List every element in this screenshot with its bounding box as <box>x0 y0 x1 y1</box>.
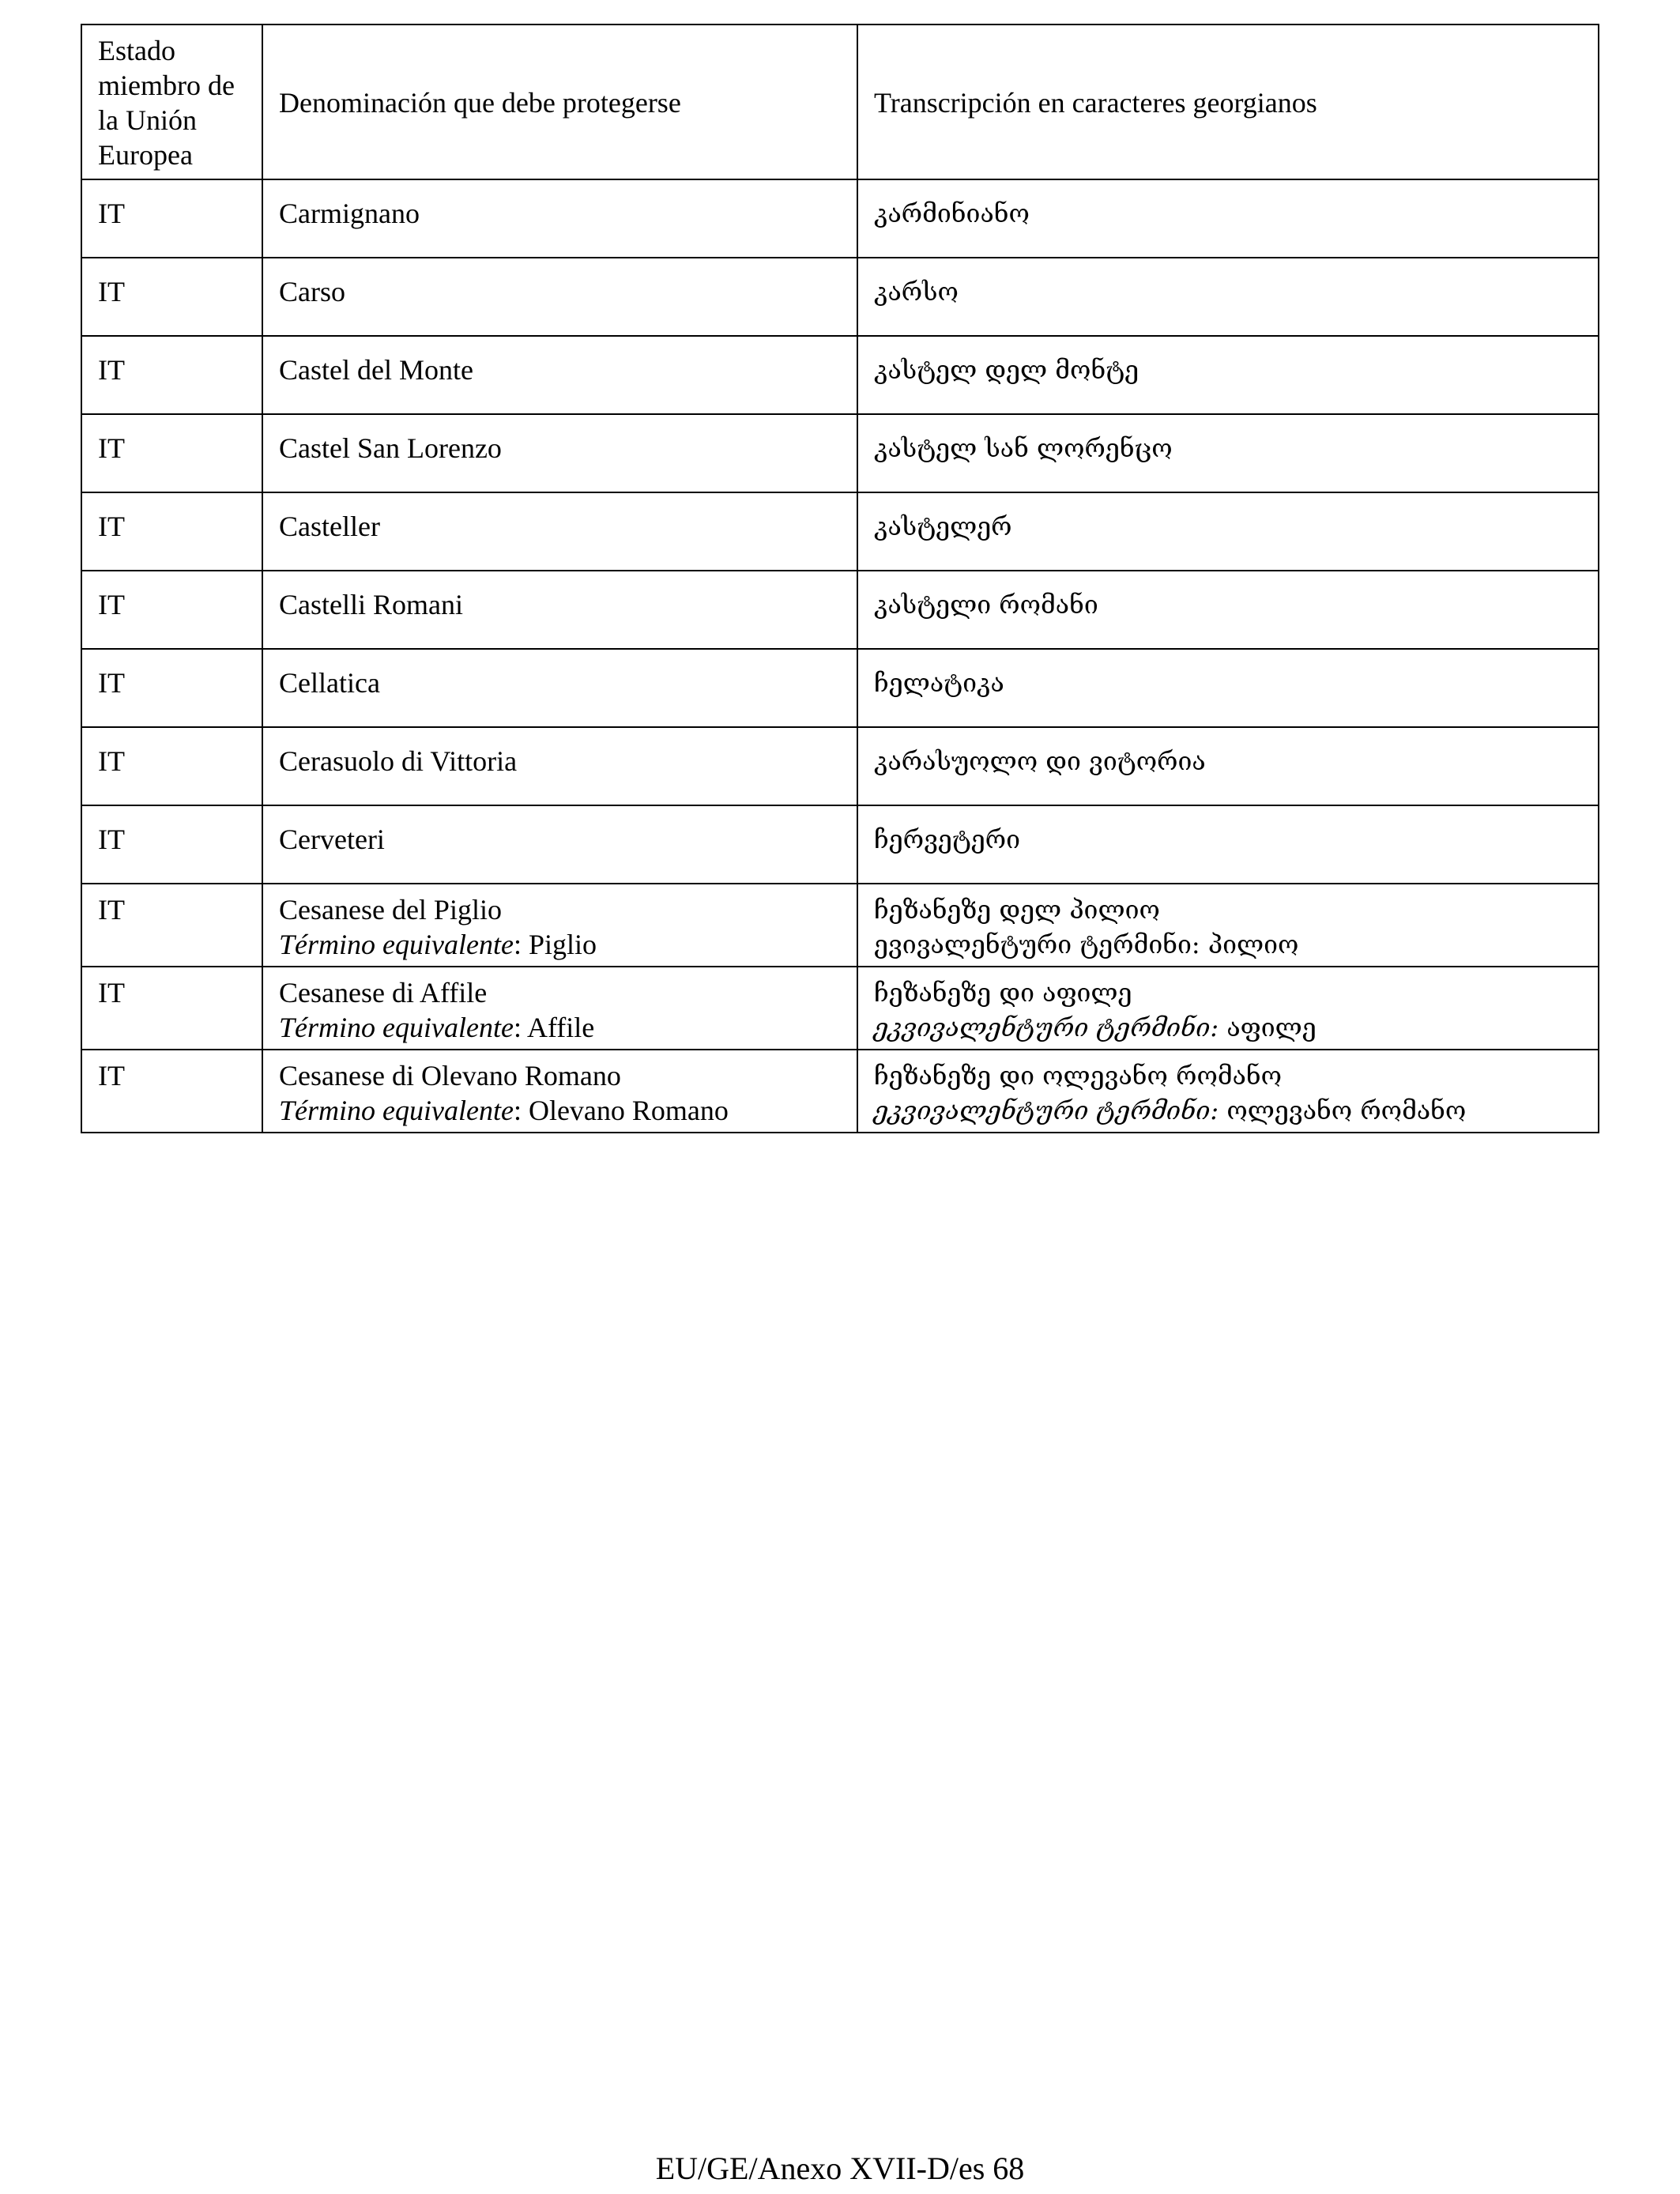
transcription-equivalent-value: აფილე <box>1219 1012 1317 1042</box>
table-row <box>81 336 1599 414</box>
table-row <box>81 414 1599 492</box>
cell-state: IT <box>81 884 262 967</box>
cell-denomination: Castel del Monte <box>262 336 857 414</box>
equivalent-term-value: : Olevano Romano <box>513 1095 729 1126</box>
header-denomination: Denominación que debe protegerse <box>262 25 857 179</box>
transcription-equivalent <box>874 1010 1584 1045</box>
cell-state: IT <box>81 805 262 884</box>
transcription-name: ჩეზანეზე დი ოლევანო რომანო <box>874 1061 1283 1091</box>
cell-transcription: კასტელ სან ლორენცო <box>857 414 1599 492</box>
transcription-equivalent-label: ეკვივალენტური ტერმინი: <box>874 1095 1219 1125</box>
transcription-equivalent <box>874 1093 1584 1128</box>
table-row <box>81 884 1599 967</box>
equivalent-term-label: Término equivalente <box>279 1095 514 1126</box>
equivalent-term-value: : Affile <box>513 1012 595 1043</box>
cell-transcription: კასტელ დელ მონტე <box>857 336 1599 414</box>
table-row <box>81 1050 1599 1133</box>
table-row <box>81 179 1599 258</box>
cell-transcription: ჩერვეტერი <box>857 805 1599 884</box>
cell-transcription <box>857 884 1599 967</box>
cell-denomination: Carmignano <box>262 179 857 258</box>
designations-table <box>81 24 1599 1133</box>
cell-state: IT <box>81 727 262 805</box>
table-row <box>81 649 1599 727</box>
transcription-equivalent-value: ოლევანო რომანო <box>1219 1095 1467 1125</box>
cell-denomination: Cerveteri <box>262 805 857 884</box>
transcription-equivalent-label: ეკვივალენტური ტერმინი: <box>874 1012 1219 1042</box>
transcription-equivalent <box>874 927 1584 962</box>
cell-transcription: კარსო <box>857 258 1599 336</box>
equivalent-term <box>279 1010 842 1045</box>
cell-denomination <box>262 884 857 967</box>
equivalent-term-label: Término equivalente <box>279 929 514 960</box>
cell-state: IT <box>81 258 262 336</box>
transcription-name: ჩეზანეზე დი აფილე <box>874 978 1132 1008</box>
denomination-name: Cesanese del Piglio <box>279 894 502 925</box>
cell-denomination: Castelli Romani <box>262 571 857 649</box>
cell-transcription <box>857 1050 1599 1133</box>
cell-denomination: Cellatica <box>262 649 857 727</box>
cell-transcription: კასტელი რომანი <box>857 571 1599 649</box>
cell-state: IT <box>81 571 262 649</box>
equivalent-term <box>279 927 842 962</box>
cell-state: IT <box>81 179 262 258</box>
table-row <box>81 492 1599 571</box>
table-row <box>81 805 1599 884</box>
cell-state: IT <box>81 336 262 414</box>
cell-state: IT <box>81 1050 262 1133</box>
transcription-equivalent-label: ევივალენტური ტერმინი: პილიო <box>874 929 1299 959</box>
equivalent-term-label: Término equivalente <box>279 1012 514 1043</box>
table-row <box>81 258 1599 336</box>
denomination-name: Cesanese di Affile <box>279 977 488 1008</box>
cell-transcription <box>857 967 1599 1050</box>
table-row <box>81 571 1599 649</box>
cell-denomination <box>262 967 857 1050</box>
cell-transcription: კარმინიანო <box>857 179 1599 258</box>
table-header-row <box>81 25 1599 179</box>
cell-transcription: კარასუოლო დი ვიტორია <box>857 727 1599 805</box>
cell-denomination: Casteller <box>262 492 857 571</box>
cell-state: IT <box>81 492 262 571</box>
cell-denomination: Carso <box>262 258 857 336</box>
cell-transcription: ჩელატიკა <box>857 649 1599 727</box>
cell-denomination: Cerasuolo di Vittoria <box>262 727 857 805</box>
cell-denomination <box>262 1050 857 1133</box>
cell-denomination: Castel San Lorenzo <box>262 414 857 492</box>
table-row <box>81 967 1599 1050</box>
header-transcription: Transcripción en caracteres georgianos <box>857 25 1599 179</box>
transcription-name: ჩეზანეზე დელ პილიო <box>874 895 1160 925</box>
equivalent-term-value: : Piglio <box>513 929 597 960</box>
equivalent-term <box>279 1093 842 1128</box>
denomination-name: Cesanese di Olevano Romano <box>279 1060 621 1091</box>
cell-state: IT <box>81 649 262 727</box>
header-state: Estado miembro de la Unión Europea <box>81 25 262 179</box>
cell-state: IT <box>81 414 262 492</box>
page-footer: EU/GE/Anexo XVII-D/es 68 <box>655 2151 1025 2186</box>
table-row <box>81 727 1599 805</box>
cell-state: IT <box>81 967 262 1050</box>
cell-transcription: კასტელერ <box>857 492 1599 571</box>
